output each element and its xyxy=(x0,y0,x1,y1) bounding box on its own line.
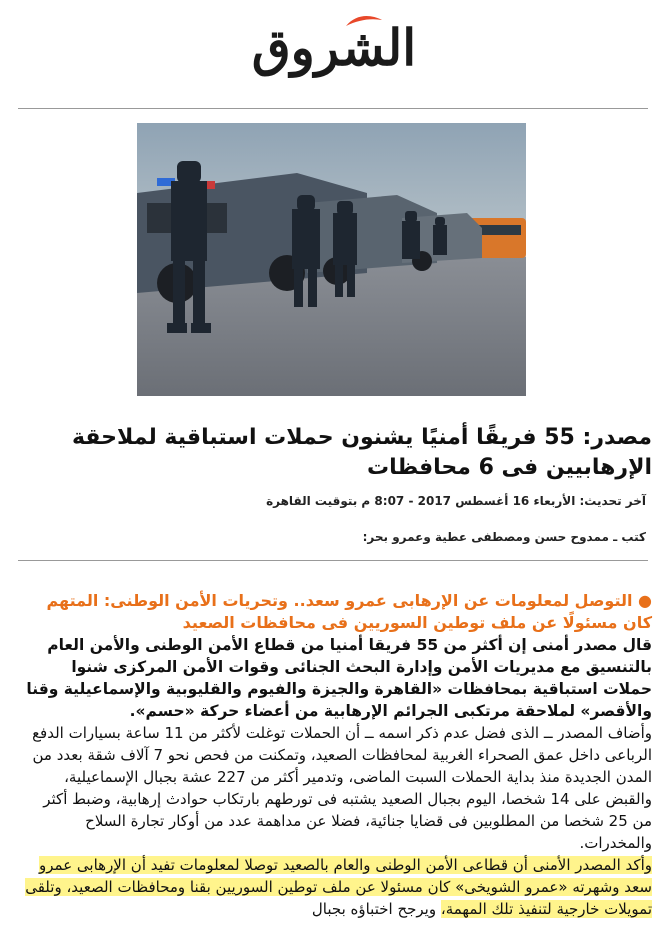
logo-text: الشروق xyxy=(251,18,417,77)
highlight-span: وأكد المصدر الأمنى أن قطاعى الأمن الوطنى والعام بالصعيد توصلا لمعلومات تفيد أن الإرهابى عمرو سعد وشهرته «عمرو الشويخى» كان مسئولا عن ملف توطين السوريين بقنا ومحافظات الصعيد، وتلقى تمويلات خارجية لتنفيذ تلك المهمة، xyxy=(25,856,652,918)
highlighted-paragraph xyxy=(20,854,652,920)
last-updated: آخر تحديث: الأربعاء 16 أغسطس 2017 - 8:07 م بتوقيت القاهرة xyxy=(266,494,646,508)
article-body xyxy=(20,590,652,920)
article-headline: مصدر: 55 فريقًا أمنيًا يشنون حملات استباقية لملاحقة الإرهابيين فى 6 محافظات xyxy=(71,425,652,480)
byline-divider xyxy=(18,560,648,561)
lead-paragraph: قال مصدر أمنى إن أكثر من 55 فريقا أمنيا من قطاع الأمن الوطنى والأمن العام بالتنسيق مع مديريات الأمن وإدارة البحث الجنائى وقوات الأمن المركزى شنوا حملات استباقية بمحافظات «القاهرة والجيزة والفيوم والقليوبية والإسماعيلية وقنا والأقصر» لملاحقة مرتكبى الجرائم الإرهابية من أعضاء حركة «حسم». xyxy=(26,636,652,720)
byline: كتب ـ ممدوح حسن ومصطفى عطية وعمرو بحر: xyxy=(362,530,646,544)
article-photo xyxy=(137,123,526,396)
paragraph-continuation: ويرجح اختباؤه بجبال xyxy=(311,900,441,918)
body-paragraph: وأضاف المصدر ــ الذى فضل عدم ذكر اسمه ــ أن الحملات توغلت لأكثر من 11 ساعة بسيارات الدفع الرباعى داخل عمق الصحراء الغربية لمحافظات الصعيد، وتمكنت من فحص نحو 7 آلاف شقة بعدد من المدن الجديدة منذ بداية الحملات السبت الماضى، وتدمير أكثر من 227 عشة بجبال الإسماعيلية، والقبض على 14 شخصا، اليوم بجبال الصعيد يشتبه فى تورطهم بارتكاب حوادث إرهابية، وضبط أكثر من 25 شخصا من المطلوبين فى قضايا جنائية، فضلا عن مداهمة عدد من أوكار تجارة السلاح والمخدرات. xyxy=(32,724,652,852)
header-divider xyxy=(18,108,648,109)
police-convoy-photo xyxy=(137,123,526,396)
article-kicker: ● التوصل لمعلومات عن الإرهابى عمرو سعد.. وتحريات الأمن الوطنى: المتهم كان مسئولًا عن ملف توطين السوريين فى محافظات الصعيد xyxy=(46,591,652,632)
site-logo[interactable] xyxy=(248,8,420,90)
